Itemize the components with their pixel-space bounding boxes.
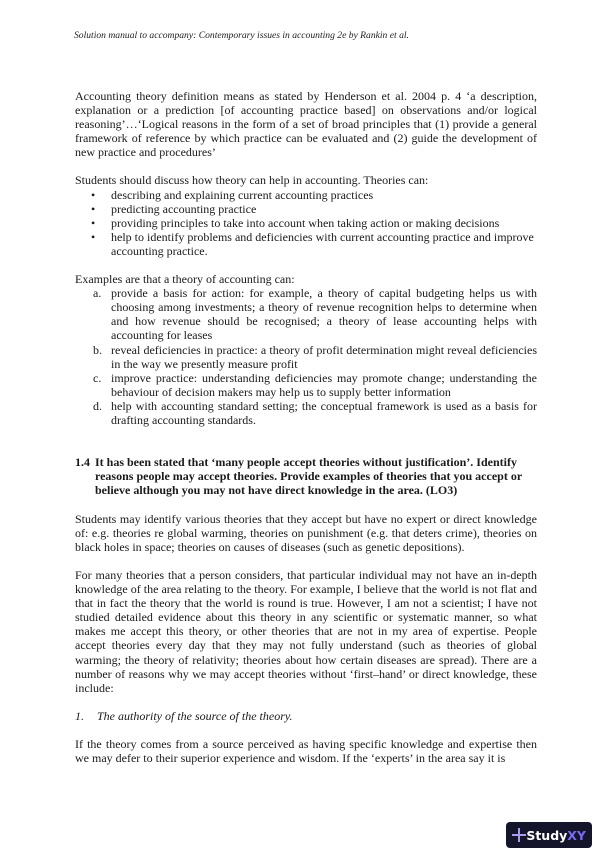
reason-subheading [75,709,537,723]
badge-label-accent: XY [567,827,586,843]
list-item [75,399,537,427]
list-item [75,286,537,342]
badge-label-main: Study [526,827,568,843]
list-item-text: predicting accounting practice [111,201,257,216]
question-number: 1.4 [75,455,90,470]
answer-paragraph-3: If the theory comes from a source perceived as having specific knowledge and expertise then we may defer to their superior experience and wisdom. If the ‘experts’ in the area say it is [75,736,537,765]
examples-list [75,286,537,427]
list-item [75,202,537,216]
reason-number: 1. [75,708,84,723]
list-item [75,343,537,371]
bullet-icon: • [91,215,96,230]
badge-label [526,828,586,843]
list-marker: a. [93,286,102,301]
list-item-text: describing and explaining current accounting practices [111,187,374,202]
list-marker: d. [93,398,102,413]
bullet-icon: • [91,201,96,216]
list-item-text: help to identify problems and deficiencies with current accounting practice and improve accounting practice. [111,229,534,258]
bullet-icon: • [91,229,96,244]
question-text: It has been stated that ‘many people accept theories without justification’. Identify reasons people may accept theories. Provide examples of theories that you accept or believe although you may not have direct knowledge in the area. (LO3) [95,455,522,498]
reason-title: The authority of the source of the theory. [97,708,293,723]
list-item-text: help with accounting standard setting; the conceptual framework is used as a basis for drafting accounting standards. [111,398,537,427]
list-item-text: providing principles to take into account when taking action or making decisions [111,215,500,230]
list-marker: b. [93,342,102,357]
answer-paragraph-1: Students may identify various theories that they accept but have no expert or direct knowledge of: e.g. theories re global warming, theories on punishment (e.g. that deters crime), theories on black holes in space; theories on causes of diseases (such as genetic depositions). [75,511,537,554]
bullet-icon: • [91,187,96,202]
list-marker: c. [93,370,102,385]
list-item-text: improve practice: understanding deficiencies may promote change; understanding the behaviour of decision makers may help us to supply better information [111,370,537,399]
plus-icon [512,828,521,842]
list-item-text: provide a basis for action: for example, a theory of capital budgeting helps us with choosing among investments; a theory of revenue recognition helps to determine when and how revenue should be recognised; a theory of lease accounting helps with accounting for leases [111,286,537,343]
definition-paragraph: Accounting theory definition means as stated by Henderson et al. 2004 p. 4 ‘a description, explanation or a prediction [of accounting practice based] on observations and/or logical reasoning’…‘Logical reasons in the form of a set of broad principles that (1) provide a general framework of reference by which practice can be evaluated and (2) guide the development of new practice and procedures’ [75,89,537,160]
list-item [75,216,537,230]
list-item-text: reveal deficiencies in practice: a theory of profit determination might reveal deficiencies in the way we presently measure profit [111,342,537,371]
discussion-intro: Students should discuss how theory can help in accounting. Theories can: [75,173,429,188]
examples-intro: Examples are that a theory of accounting can: [75,272,295,287]
running-header: Solution manual to accompany: Contemporary issues in accounting 2e by Rankin et al. [74,30,409,41]
question-heading [75,455,537,498]
studyxy-badge[interactable] [506,822,592,848]
theory-uses-list [75,188,537,258]
document-body [75,89,537,765]
answer-paragraph-2: For many theories that a person considers, that particular individual may not have an in-depth knowledge of the area relating to the theory. For example, I believe that the world is not flat and that in fact the theory that the world is round is true. However, I am not a scientist; I have not studied detailed evidence about this theory in any scientific or systematic manner, so what makes me accept this theory, or other theories that are not in my area of expertise. People accept theories every day that they may not fully understand (such as theories of global warming; the theory of relativity; theories about how certain diseases are spread). There are a number of reasons why we may accept theories without ‘first–hand’ or direct knowledge, these include: [75,567,537,695]
list-item [75,371,537,399]
list-item [75,230,537,258]
list-item [75,188,537,202]
